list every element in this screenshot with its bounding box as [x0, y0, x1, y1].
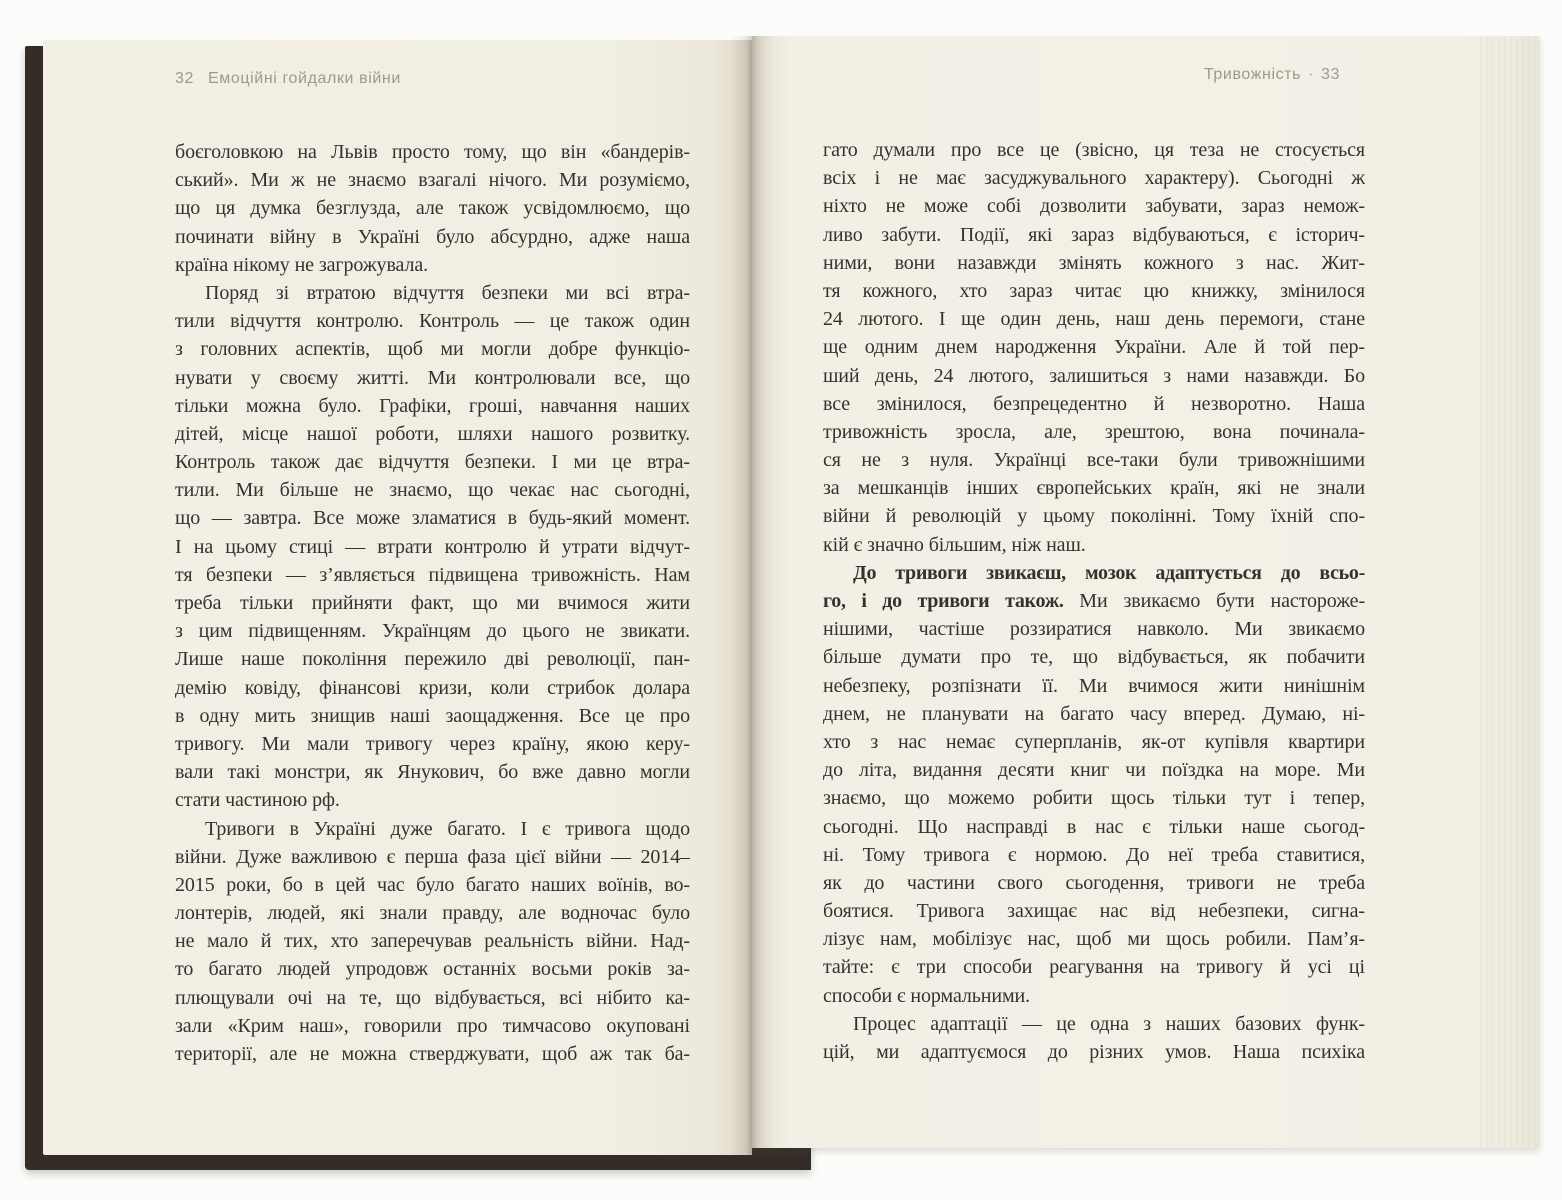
text-line: стати частиною рф.	[175, 789, 340, 812]
text-line: то багато людей упродовж останніх восьми років за-	[175, 958, 690, 981]
text-line: тривожність зросла, але, зрештою, вона починала-	[823, 420, 1365, 443]
text-line: 2015 роки, бо в цей час було багато наших воїнів, во-	[175, 873, 690, 896]
text-line: ними, вони назавжди змінять кожного з нас. Жит-	[823, 251, 1365, 274]
text-line: ся не з нуля. Українці все-таки були тривожнішими	[823, 449, 1365, 472]
text-line: ні. Тому тривога є нормою. До неї треба ставитися,	[823, 843, 1365, 866]
text-line: способи є нормальними.	[823, 984, 1031, 1007]
text-line: Поряд зі втратою відчуття безпеки ми всі втра-	[205, 281, 690, 304]
left-running-header	[175, 70, 401, 88]
text-line: треба тільки прийняти факт, що ми вчимося жити	[175, 592, 690, 614]
text-line: плющували очі на те, що відбувається, всі нібито ка-	[175, 986, 690, 1009]
text-line: що ця думка безглузда, але також усвідомлюємо, що	[175, 197, 690, 220]
text-line: боєголовкою на Львів просто тому, що він «бандерів-	[175, 141, 690, 163]
text-line: лізує нам, мобілізує нас, щоб ми щось робили. Пам’я-	[823, 928, 1365, 951]
text-line: го, і до тривоги також. Ми звикаємо бути настороже-	[823, 590, 1365, 612]
text-line: тили. Ми більше не знаємо, що чекає нас сьогодні,	[175, 479, 690, 502]
text-line: лонтерів, людей, які знали правду, але водночас було	[175, 902, 690, 925]
text-line: вали такі монстри, як Янукович, бо вже давно могли	[175, 761, 690, 784]
text-line: хто з нас немає суперпланів, як-от купівля квартири	[823, 730, 1365, 753]
text-line: дітей, місце нашої роботи, шляхи нашого розвитку.	[175, 422, 690, 445]
text-line: починати війну в Україні було абсурдно, адже наша	[175, 225, 690, 248]
text-line: всіх і не має засуджувального характеру). Сьогодні ж	[823, 167, 1365, 190]
text-line: з головних аспектів, щоб ми могли добре функціо-	[175, 338, 690, 361]
text-line: в одну мить знищив наші заощадження. Все це про	[175, 704, 690, 727]
right-text-column	[823, 136, 1365, 1066]
text-line: ський». Ми ж не знаємо взагалі нічого. Ми розуміємо,	[175, 169, 690, 192]
text-line: війни. Дуже важливою є перша фаза цієї війни — 2014–	[175, 845, 690, 868]
text-line: демію ковіду, фінансові кризи, коли стрибок долара	[175, 676, 690, 699]
right-page	[752, 36, 1540, 1148]
text-line: До тривоги звикаєш, мозок адаптується до всьо-	[853, 561, 1365, 584]
text-line: території, але не можна стверджувати, щоб аж так ба-	[175, 1043, 690, 1065]
text-line: ший день, 24 лютого, залишиться з нами назавжди. Бо	[823, 364, 1365, 387]
text-line: з цим підвищенням. Українцям до цього не звикати.	[175, 620, 690, 643]
text-line: країна нікому не загрожувала.	[175, 253, 429, 276]
right-running-header	[1204, 66, 1340, 84]
text-line: Процес адаптації — це одна з наших базових функ-	[853, 1012, 1365, 1035]
text-line: що — завтра. Все може зламатися в будь-який момент.	[175, 507, 690, 530]
text-line: тя безпеки — з’являється підвищена тривожність. Нам	[175, 563, 690, 586]
text-line: гато думали про все це (звісно, ця теза не стосується	[823, 139, 1365, 161]
text-line: тривогу. Ми мали тривогу через країну, якою керу-	[175, 732, 690, 755]
right-chapter-title: Тривожність	[1203, 66, 1302, 83]
text-line: як до частини свого сьогодення, тривоги не треба	[823, 871, 1365, 894]
text-line: нувати у своєму житті. Ми контролювали все, що	[175, 366, 690, 389]
text-line: тайте: є три способи реагування на тривогу й усі ці	[823, 956, 1365, 979]
text-line: тя кожного, хто зараз читає цю книжку, змінилося	[823, 279, 1365, 302]
text-line: боятися. Тривога захищає нас від небезпеки, сигна-	[823, 900, 1365, 923]
text-line: все змінилося, безпрецедентно й незворотно. Наша	[823, 392, 1365, 415]
text-line: цій, ми адаптуємося до різних умов. Наша психіка	[823, 1041, 1365, 1063]
right-page-number: 33	[1321, 66, 1340, 83]
text-line: до літа, видання десяти книг чи поїздка на море. Ми	[823, 759, 1365, 782]
text-line: ливо забути. Події, які зараз відбуваються, є історич-	[823, 223, 1365, 246]
text-line: не мало й тих, хто заперечував реальність війни. Над-	[175, 930, 690, 953]
text-line: Тривоги в Україні дуже багато. І є тривога щодо	[205, 817, 690, 840]
text-line: днем, не планувати на багато часу вперед. Думаю, ні-	[823, 702, 1365, 725]
text-line: 24 лютого. І ще один день, наш день перемоги, стане	[823, 308, 1365, 331]
text-line: більше думати про те, що відбувається, як побачити	[823, 646, 1365, 669]
left-page	[43, 40, 752, 1155]
left-page-number: 32	[175, 70, 194, 87]
text-line: Лише наше покоління пережило дві революції, пан-	[175, 648, 690, 671]
text-line: війни й революцій у цьому поколінні. Тому їхній спо-	[823, 505, 1365, 528]
text-line: ніхто не може собі дозволити забувати, зараз немож-	[823, 195, 1365, 218]
left-chapter-title: Емоційні гойдалки війни	[208, 70, 401, 87]
text-line: І на цьому стиці — втрати контролю й утрати відчут-	[175, 535, 690, 558]
text-line: нішими, частіше роззиратися навколо. Ми звикаємо	[823, 618, 1365, 641]
text-line: зали «Крим наш», говорили про тимчасово окуповані	[175, 1014, 690, 1037]
header-separator-dot: ·	[1308, 66, 1314, 83]
text-line: тили відчуття контролю. Контроль — це також один	[175, 310, 690, 333]
text-line: Контроль також дає відчуття безпеки. І ми це втра-	[175, 451, 690, 474]
text-line: небезпеку, розпізнати її. Ми вчимося жити нинішнім	[823, 674, 1365, 697]
text-line: за мешканців інших європейських країн, які не знали	[823, 477, 1365, 500]
text-line: тільки можна було. Графіки, гроші, навчання наших	[175, 394, 690, 417]
left-text-column	[175, 138, 690, 1068]
text-line: кій є значно більшим, ніж наш.	[823, 533, 1086, 556]
text-line: ще одним днем народження України. Але й той пер-	[823, 336, 1365, 359]
fore-edge-page-stack	[1480, 36, 1540, 1148]
text-line: знаємо, що можемо робити щось тільки тут і тепер,	[823, 787, 1365, 810]
text-line: сьогодні. Що насправді в нас є тільки наше сьогод-	[823, 815, 1365, 838]
